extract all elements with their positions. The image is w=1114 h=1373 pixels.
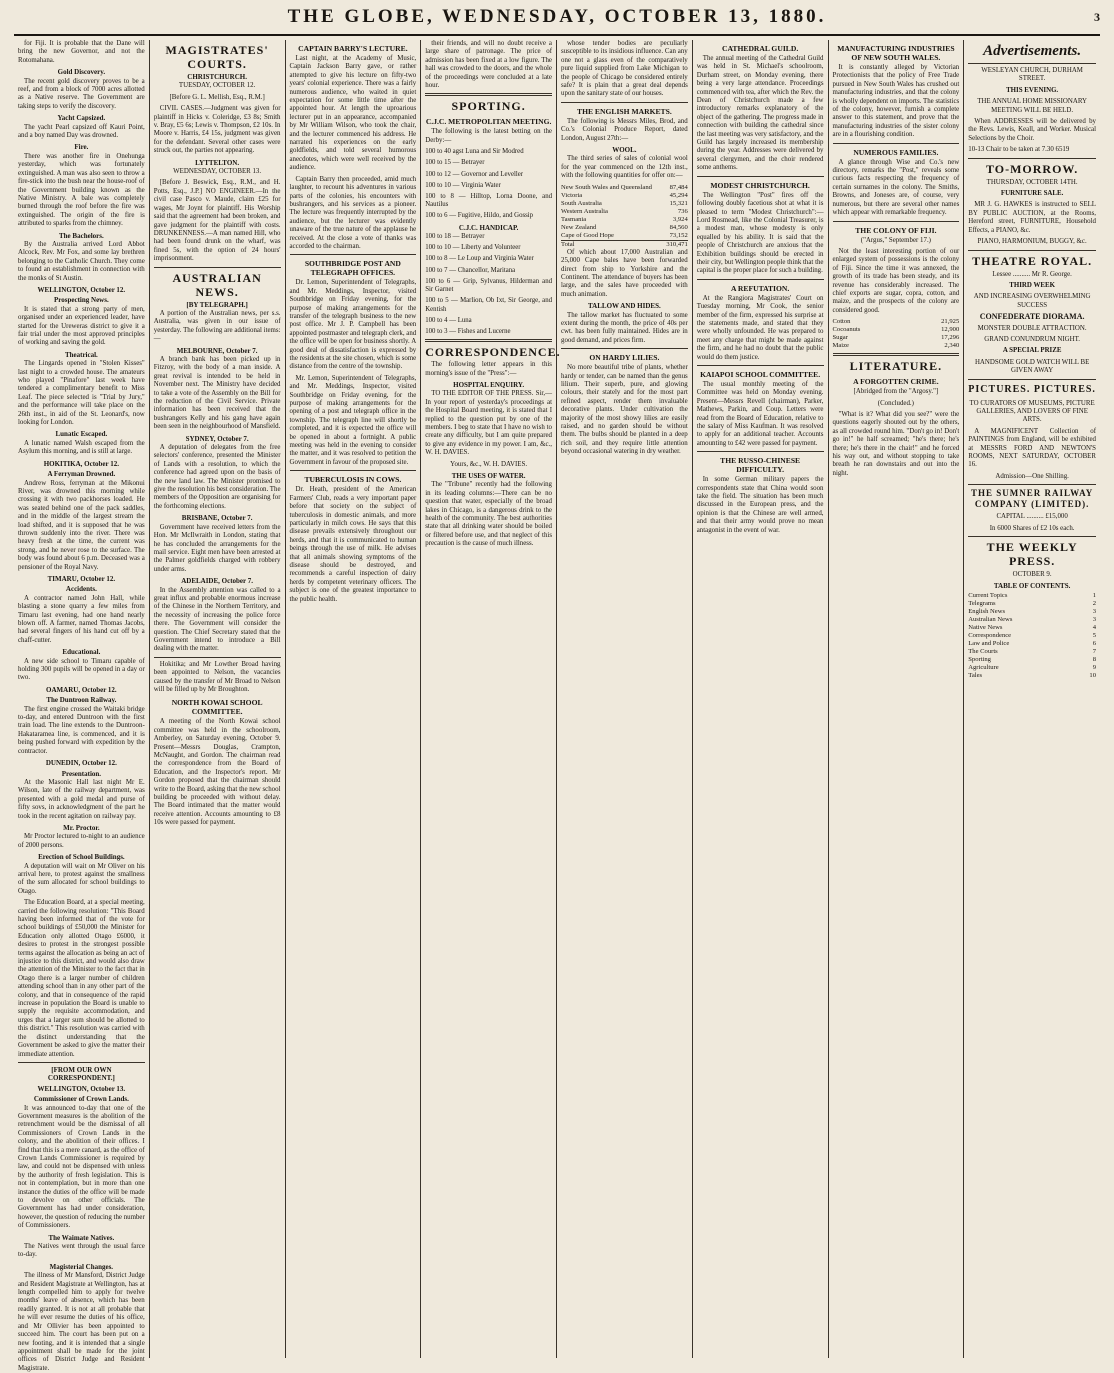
dateline: WELLINGTON, October 12. (37, 285, 126, 294)
paragraph: A portion of the Australian news, per s.s. Australia, was given in our issue of yesterday. The following are additional items:— (153, 309, 281, 343)
table-row: Sugar 17,296 (832, 334, 960, 342)
subheading: HOSPITAL ENQUIRY. (453, 380, 525, 389)
section-heading: THE RUSSO-CHINESE DIFFICULTY. (720, 456, 801, 475)
divider (290, 254, 417, 255)
dateline: WELLINGTON, October 13. (37, 1084, 126, 1093)
ad-line: CONFEDERATE DIORAMA. (979, 312, 1085, 322)
betting-line: 100 to 3 — Fishes and Lucerne (425, 327, 511, 335)
paragraph: The Natives went through the usual farce to-day. (18, 1243, 145, 1259)
paragraph: It is stated that a strong party of men, organised under an experienced leader, have started for the Ureweras district to give it a fair trial under the most approved principles of working and saving the gold. (18, 305, 145, 347)
subheading: Mr. Proctor. (63, 823, 100, 832)
ad-line: When ADDRESSES will be delivered by the Revs. Lewis, Keall, and Worker. Musical Selections by the Choir. (968, 118, 1096, 142)
paragraph: A deputation will wait on Mr Oliver on his arrival here, to protest against the smallness of the sum allocated for school buildings to Otago. (18, 862, 145, 895)
betting-line: 100 to 6 — Fugitive, Hildo, and Gossip (425, 212, 534, 220)
date-line: TUESDAY, OCTOBER 12. (178, 82, 256, 90)
divider (697, 279, 824, 280)
subheading: Presentation. (61, 769, 102, 778)
ad-line: WESLEYAN CHURCH, DURHAM STREET. (981, 67, 1083, 83)
dateline: HOKITIKA, October 12. (43, 459, 120, 468)
table-of-contents (968, 592, 1096, 680)
paragraph: Government have received letters from the Hon. Mr McIlwraith in London, stating that he has concluded the arrangements for the mail service. Eight men have been arrested at the Palmer goldfields charged with robbery under arms. (153, 523, 281, 573)
ad-line: Lessee .......... Mr R. George. (992, 270, 1072, 278)
table-row: South Australia 15,321 (561, 199, 688, 207)
subheading: The Waimate Natives. (48, 1233, 115, 1242)
ad-line: Admission—One Shilling. (995, 472, 1069, 480)
betting-line: 100 to 18 — Betrayer (425, 233, 485, 241)
column-3 (286, 40, 422, 1358)
dateline: BRISBANE, October 7. (181, 514, 253, 523)
paragraph: A glance through Wise and Co.'s new directory, remarks the "Post," reveals some curious facts respecting the frequency of certain surnames in the colony. The Smiths, Browns, and Joneses are, of course, very numerous, but there are several other names which appear with remarkable frequency. (832, 158, 960, 217)
ad-line: THIS EVENING. (1006, 86, 1059, 94)
paragraph: A deputation of delegates from the free selectors' conference, presented the Minister of Lands with a resolution, to which the conference had agreed upon on the basis of the new land law. The Minister promised to give the resolution his best consideration. The members of the Opposition are organising for the forthcoming elections. (153, 444, 281, 510)
ad-line: A SPECIAL PRIZE (1002, 347, 1062, 355)
ad-line: FURNITURE SALE. (1000, 190, 1064, 198)
paragraph: The first engine crossed the Waitaki bridge to-day, and entered Duntroon with the first train load. The line extends to the Duntroon-Hakataramea line, is commenced, and it is being pushed forward with expedition by the contractor. (18, 705, 145, 755)
subheading: The Bachelors. (59, 231, 104, 240)
ad-line: A MAGNIFICENT Collection of PAINTINGS from England, will be exhibited at MESSRS FORD AND NEWTON'S ROOMS, NEXT SATURDAY, OCTOBER 16. (968, 427, 1096, 469)
betting-line: 100 to 5 — Marlion, Ob Ixt, Sir George, and Kentish (425, 297, 552, 313)
table-row: Maize 2,340 (832, 342, 960, 350)
paragraph: The recent gold discovery proves to be a reef, and from a block of 7000 acres allotted as a Native reserve. The Government are taking steps to verify the discovery. (18, 77, 145, 110)
column-7 (829, 40, 965, 1358)
subheading: WOOL. (612, 146, 637, 155)
paragraph: [Before J. Beswick, Esq., R.M., and H. Potts, Esq., J.P.] NO ENGINEER.—In the civil case Pasco v. Maude, claim £25 for wages, Mr Joynt for plaintiff. His Worship said that the agreement had been broken, and gave judgment for the plaintiff with costs. DRUNKENNESS.—A man named Hill, who had been found drunk on the wharf, was fined 5s, with the option of 24 hours' imprisonment. (153, 179, 281, 263)
ad-line: TO CURATORS OF MUSEUMS, PICTURE GALLERIES, AND LOVERS OF FINE ARTS. (969, 399, 1095, 424)
section-heading: MODEST CHRISTCHURCH. (710, 180, 810, 190)
paragraph: The following is the latest betting on the Derby:— (425, 128, 552, 144)
paragraph: It was announced to-day that one of the Government measures is the abolition of the retrenchment would be the dismissal of all Commissioners of Crown Lands in the colony, and the abolition of their offices. I find that this is a mere canard, as the office of Crown Lands Commissioner is required by law, and could not be dispensed with unless by the authority of fresh legislation. This is not in contemplation, but in more than one instance the duties of the office will be made to devolve on other officials. The Government has had under consideration, however, the question of reducing the number of Commissioners. (18, 1104, 145, 1230)
column-8 (964, 40, 1100, 1358)
paragraph: A lunatic named Walsh escaped from the Asylum this morning, and is still at large. (18, 439, 145, 456)
betting-line: 100 to 7 — Chancellor, Maritana (425, 266, 516, 274)
section-heading: A REFUTATION. (730, 283, 790, 293)
list-item: Tales 10 (968, 671, 1096, 679)
paragraph: Captain Barry then proceeded, amid much laughter, to recount his adventures in various parts of the colonies, his encounters with bushrangers, and his services as a pioneer. The lecture was frequently interrupted by the audience, but the lecturer was evidently unaware of the true nature of the applause he received. At the close a vote of thanks was accorded to the chairman. (289, 175, 417, 250)
paragraph: A new side school to Timaru capable of holding 300 pupils will be opened in a day or two. (18, 657, 145, 682)
ad-line: THE ANNUAL HOME MISSIONARY MEETING WILL BE HELD. (977, 98, 1088, 114)
ad-line: CAPITAL .......... £15,000 (996, 513, 1068, 521)
betting-line: 100 to 8 — Le Loup and Virginia Water (425, 255, 534, 263)
paragraph: The third series of sales of colonial wool for the year commenced on the 12th inst., with the following quantities for offer on:— (561, 155, 688, 180)
paragraph: The Lingards opened in "Stolen Kisses" last night to a crowded house. The amateurs who played "Pinafore" last week have tendered a complimentary benefit to Miss Leaf. The piece selected is "Trial by Jury," and the performance will take place on the 26th inst., in aid of the St. Leonard's, now looking for London. (18, 360, 145, 427)
subheading: TALLOW AND HIDES. (588, 302, 661, 311)
dateline: ADELAIDE, October 7. (181, 577, 254, 586)
date-line: WEDNESDAY, OCTOBER 13. (173, 168, 262, 176)
paragraph: The following is Messrs Miles, Brod, and Co.'s Colonial Produce Report, dated London, August 27th:— (561, 117, 688, 142)
paragraph: Last night, at the Academy of Music, Captain Jackson Barry gave, or rather attempted to give his lecture on fifty-two years' colonial experience. There was a fairly numerous audience, who waited in quiet expectation for some little time after the appointed hour. At length the uproarious lecturer put in an appearance, accompanied by Mr William Wilson, who took the chair, and the lecturer commenced his address. He narrated his experiences on the early goldfields, and told several humorous anecdotes, which were well received by the audience. (289, 55, 417, 172)
betting-line: 100 to 15 — Betrayer (425, 159, 485, 167)
paragraph: Not the least interesting portion of our enlarged system of possessions is the colony of Fiji. Since the time it was annexed, the growth of its trade has been steady, and its revenue has considerably increased. The chief exports are sugar, copra, cotton, and maize, and the prospects of the colony are considered good. (832, 247, 960, 314)
list-item: Correspondence 5 (968, 631, 1096, 639)
subheading: CHRISTCHURCH. (187, 73, 247, 81)
column-5 (557, 40, 693, 1358)
column-4 (421, 40, 561, 1358)
subheading: Commissioner of Crown Lands. (33, 1095, 129, 1104)
paragraph: "What is it? What did you see?" were the questions eagerly shouted out by the others, as all crowded round him. "Don't go in! Don't go in!" he half screamed; "he's there; he's there; he's there in the chair!" and he forced his way out, and without stopping to take breath he ran downstairs and out into the night. (832, 410, 960, 477)
subheading: [BY TELEGRAPH.] (186, 300, 248, 309)
section-heading: NORTH KOWAI SCHOOL COMMITTEE. (171, 698, 263, 717)
table-row: Cocoanuts 12,900 (832, 326, 960, 334)
paragraph: The yacht Pearl capsized off Kauri Point, and a boy named Day was drowned. (18, 123, 145, 140)
list-item: English News 3 (968, 607, 1096, 615)
subheading: Prospecting News. (54, 296, 109, 305)
divider (154, 267, 281, 268)
divider (968, 536, 1096, 537)
section-heading: ON HARDY LILIES. (589, 353, 660, 363)
table-row: Victoria 45,294 (561, 191, 688, 199)
dateline: DUNEDIN, October 12. (45, 759, 117, 768)
divider (425, 93, 552, 96)
ad-heading: TO-MORROW. (985, 161, 1079, 176)
subheading: Theatrical. (64, 350, 98, 359)
list-item: The Courts 7 (968, 647, 1096, 655)
fiji-table (833, 318, 960, 350)
list-item: Native News 4 (968, 623, 1096, 631)
paragraph: The Wellington "Post" fires off the following doubly facetious shot at what it is pleased to term "Modest Christchurch":—Lord Rosmead, like the Colonial Treasurer, is a modest man, whose modesty is only equalled by his ability. It is said that the people of Christchurch are anxious that the Exhibition buildings should be erected in their city, but Wellington people think that the capital is the proper place for such a building. (696, 191, 824, 275)
betting-line: 100 to 10 — Liberty and Volunteer (425, 244, 521, 252)
divider (154, 657, 281, 658)
subheading: Erection of School Buildings. (38, 853, 125, 862)
column-2 (150, 40, 286, 1358)
column-6 (693, 40, 829, 1358)
betting-line: 100 to 10 — Virginia Water (425, 181, 501, 189)
divider (697, 451, 824, 452)
subheading: LYTTELTON. (195, 158, 240, 167)
list-item: Australian News 3 (968, 615, 1096, 623)
divider (697, 365, 824, 366)
paragraph: The annual meeting of the Cathedral Guild was held in St. Michael's schoolroom, Durham street, on Monday evening, there being a very large attendance. Proceedings commenced with tea, after which the Rev. the Dean of Christchurch made a few introductory remarks explanatory of the object of the gathering. The progress made in connection with building the cathedral since the last meeting was very satisfactory, and the Guild has largely increased its membership during the year. Addresses were delivered by several clergymen, and the choir rendered some anthems. (696, 55, 824, 172)
column-1 (14, 40, 150, 1372)
divider (833, 221, 960, 222)
subheading: Lunatic Escaped. (55, 430, 108, 439)
wool-table (561, 184, 688, 249)
ad-line: In 6000 Shares of £2 10s each. (989, 524, 1075, 532)
dateline: TIMARU, October 12. (47, 574, 116, 583)
list-item: Telegrams 2 (968, 599, 1096, 607)
section-heading: CORRESPONDENCE. (425, 345, 561, 360)
divider (968, 63, 1096, 64)
subheading: THE USES OF WATER. (451, 471, 526, 480)
ad-heading: THE WEEKLY PRESS. (986, 540, 1078, 569)
section-heading: SOUTHBRIDGE POST AND TELEGRAPH OFFICES. (304, 259, 401, 278)
paragraph: Mr Proctor lectured to-night to an audience of 2000 persons. (18, 833, 145, 849)
dateline: MELBOURNE, October 7. (176, 346, 258, 355)
page-number: 3 (1094, 10, 1100, 24)
ad-line: MONSTER DOUBLE ATTRACTION. (977, 324, 1087, 332)
section-heading: THE COLONY OF FIJI. (855, 225, 937, 235)
bench-line: [Before G. L. Mellish, Esq., R.M.] (169, 93, 265, 101)
divider (290, 470, 417, 471)
paragraph: Hokitika; and Mr Lowther Broad having been appointed to Nelson, the vacancies caused by the transfer of Mr Broad to Nelson will be filled up by Mr Broughton. (153, 660, 281, 693)
table-total-row: Total 310,471 (561, 240, 688, 248)
table-row: New South Wales and Queensland 87,484 (561, 183, 688, 191)
dateline: SYDNEY, October 7. (185, 434, 249, 443)
columns (14, 40, 1100, 1372)
betting-line: 100 to 6 — Grip, Sylvanus, Hilderman and Sir Garnet (425, 277, 552, 294)
subheading: Educational. (62, 648, 101, 657)
masthead (14, 4, 1100, 36)
subheading: C.J.C. HANDICAP. (458, 223, 519, 232)
divider (968, 484, 1096, 485)
signature: Yours, &c., W. H. DAVIES. (450, 460, 528, 468)
list-item: Sporting 8 (968, 655, 1096, 663)
subheading: Magisterial Changes. (49, 1262, 114, 1271)
paragraph: whose tender bodies are peculiarly susceptible to its insidious influence. Can any one not a glass even of the comparatively pure liquid supplied from Lake Michigan to the people of Chicago be considered entirely safe? It is plain that a great deal depends upon the sanitary state of our houses. (561, 40, 688, 98)
divider (697, 176, 824, 177)
paragraph: their friends, and will no doubt receive a large share of patronage. The price of admission has been fixed at a low figure. The hall was crowded to the doors, and the whole of the proceedings were concluded at a late hour. (425, 40, 552, 90)
paragraph: In the Assembly attention was called to a great influx and probable enormous increase of the Chinese in the Northern Territory, and the necessity of increasing the police force there. The Government will consider the question. The Chief Secretary stated that the Government intend to introduce a Bill dealing with the matter. (153, 586, 281, 653)
paragraph: There was another fire in Onehunga yesterday, which was fortunately extinguished. A man was also seen to throw a fire-stick into the bush near the house-roof of the Government building known as the Native Ministry. A bale was completely burned through the roof before the fire was extinguished. The origin of the fire is attributed to sparks from the chimney. (18, 152, 145, 228)
paragraph: for Fiji. It is probable that the Dane will bring the new Governor, and not the Rotomahana. (18, 40, 145, 64)
subheading: Fire. (74, 143, 89, 152)
ad-line: 10-13 Chair to be taken at 7.30 6519 (968, 146, 1070, 154)
section-heading: SPORTING. (451, 99, 526, 114)
paragraph: Dr. Lemon, Superintendent of Telegraphs, and Mr. Meddings, Inspector, visited Southbridge on Friday evening, for the purpose of making arrangements for the transfer of the telegraph business to the new post office. Mr J. P. Campbell has been appointed postmaster and telegraph clerk, and the office will be open for business shortly. A good deal of dissatisfaction is expressed by the residents at the site chosen, which is some distance from the centre of the township. (289, 279, 417, 371)
betting-line: 100 to 12 — Governor and Leveller (425, 170, 524, 178)
paragraph: Mr. Lemon, Superintendent of Telegraphs, and Mr. Meddings, Inspector, visited Southbridge on Friday evening, for the purpose of making arrangements for the opening of a post and telegraph office in the township. The telegraph line will shortly be completed, and it is expected the office will be opened in about a fortnight. A public meeting was held in the evening to consider the matter, and it was resolved to petition the Government in favour of the proposed site. (289, 374, 417, 466)
section-heading: CATHEDRAL GUILD. (722, 44, 799, 53)
section-heading: MAGISTRATES' COURTS. (165, 43, 269, 71)
divider (18, 1062, 145, 1063)
section-heading: LITERATURE. (849, 359, 943, 374)
table-row: New Zealand 84,560 (561, 223, 688, 231)
subheading: TABLE OF CONTENTS. (993, 582, 1071, 591)
source-line: (Concluded.) (877, 399, 914, 407)
paragraph: A meeting of the North Kowai school committee was held in the schoolroom, Amberley, on Saturday evening, October 9. Present—Messrs Douglas, Crampton, McNaught, and Gordon. The chairman read the correspondence from the Board of Education, and the Inspector's report. Mr Gordon proposed that the chairman should write to the Board, asking that the new school building be proceeded with without delay. The Board intimated that the matter would receive attention. Accounts amounting to £8 10s were passed for payment. (153, 718, 281, 827)
paragraph: The "Tribune" recently had the following in its leading columns:—There can be no question that water, especially of the broad lakes in Chicago, is a dangerous drink to the health of the community. The best authorities state that all drinking water should be boiled or filtered before use, and that neglect of this precaution is the cause of much illness. (425, 481, 552, 548)
ad-line: THURSDAY, OCTOBER 14TH. (986, 178, 1078, 186)
divider (561, 102, 688, 103)
divider (968, 250, 1096, 251)
source-line: ("Argus," September 17.) (860, 236, 931, 244)
betting-line: 100 to 40 agst Luna and Sir Modred (425, 148, 524, 156)
ad-heading: THE SUMNER RAILWAY COMPANY (LIMITED). (970, 488, 1094, 510)
ad-line: OCTOBER 9. (1012, 571, 1052, 579)
advertisements-heading: Advertisements. (983, 43, 1082, 59)
paragraph: The illness of Mr Mansford, District Judge and Resident Magistrate at Wellington, has at length compelled him to apply for twelve months' leave of absence, which has been readily granted. It is not at all probable that he will ever resume the duties of his office, and Mr Ollivier has been appointed to succeed him. The court has been put on a new footing, and it is intended that a single appointment shall be made for the joint offices of District Judge and Resident Magistrate. (18, 1272, 145, 1372)
subheading: Yacht Capsized. (57, 114, 106, 123)
ad-line: GRAND CONUNDRUM NIGHT. (984, 335, 1080, 343)
paragraph: The Education Board, at a special meeting, carried the following resolution: "This Board having been informed that of the vote for school buildings of £50,000 the Minister for Education only allotted Otago £6000, it desires to protest in the strongest possible terms against the allocation as being an act of injustice to this district, and would also draw the attention of the Minister to the fact that in Otago there is a larger number of children attending school than in any other part of the colony, and that in consequence of the rapid increase in population the Board is unable to supply the requisite accommodation, and urges that a larger sum should be allotted to this district." This resolution was carried with the distinct understanding that the Government be asked to give the matter their immediate attention. (18, 899, 145, 1058)
paragraph: Of which about 17,000 Australian and 25,000 Cape bales have been forwarded direct from ship to Yorkshire and the Continent. The attendance of buyers has been large, and the sales have proceeded with much animation. (561, 248, 688, 298)
ad-line: MR J. G. HAWKES is instructed to SELL BY PUBLIC AUCTION, at the Rooms, Hereford street, FURNITURE, Household Effects, a PIANO, &c. (968, 201, 1096, 234)
section-heading: TUBERCULOSIS IN COWS. (304, 475, 402, 485)
divider (968, 158, 1096, 159)
newspaper-title: THE GLOBE, WEDNESDAY, OCTOBER 13, 1880. (287, 6, 827, 27)
divider (425, 339, 552, 342)
table-row: Cape of Good Hope 73,152 (561, 231, 688, 239)
section-heading: NUMEROUS FAMILIES. (853, 147, 939, 157)
source-line: [Abridged from the "Argosy."] (853, 388, 939, 396)
paragraph: A branch bank has been picked up in Fitzroy, with the body of a man inside. A great revival is intended to be held in November next. The Ministry have decided to take a vote of the Assembly on the Bill for the reduction of the Civil Service. Private information has been received that the bushrangers Kelly and his gang have again been seen in the neighbourhood of Mansfield. (153, 355, 281, 431)
list-item: Law and Police 6 (968, 639, 1096, 647)
subheading: Gold Discovery. (57, 68, 106, 77)
betting-line: 100 to 8 — Hilltop, Lorna Doone, and Nautilus (425, 193, 552, 209)
section-heading: AUSTRALIAN NEWS. (172, 270, 262, 299)
list-item: Current Topics 1 (968, 591, 1096, 599)
paragraph: It is constantly alleged by Victorian Protectionists that the policy of Free Trade pursued in New South Wales has crushed out manufacturing industries, and that the colony is wholly dependent on imports. The statistics of the colony, however, furnish a complete answer to this statement, and prove that the manufacturing industries of the sister colony are in a flourishing condition. (832, 64, 960, 139)
paragraph: Andrew Ross, ferryman at the Mikonui River, was drowned this morning while crossing it with two packhorses loaded. He was seated behind one of the pack saddles, and in the middle of the largest stream the load shifted, and it is supposed that he was thrown suddenly into the river. There was heavy fresh at the time, the current was strong, and he never rose to the surface. The body was found about 6 p.m. Deceased was a pensioner of the Royal Navy. (18, 479, 145, 571)
divider (833, 143, 960, 144)
ad-line: AND INCREASING OVERWHELMING SUCCESS (973, 293, 1091, 309)
paragraph: The following letter appears in this morning's issue of the "Press":— (425, 361, 552, 377)
paragraph: CIVIL CASES.—Judgment was given for plaintiff in Hicks v. Coleridge, £3 8s; Smith v. Bray, £5 6s; Lewis v. Thompson, £2 10s. In Moore v. Harris, £4 15s, judgment was given for the defendant. Several other cases were struck out, the parties not appearing. (153, 105, 281, 155)
subheading: Accidents. (65, 585, 97, 594)
subheading: A FORGOTTEN CRIME. (853, 377, 939, 387)
paragraph: Dr. Heath, president of the American Farmers' Club, reads a very important paper before that society on the subject of tuberculosis in domestic animals, and more particularly in milch cows. He says that this disease prevails extensively throughout our herds, and that it is communicated to human beings through the use of milk. He advises that all animals showing symptoms of the disease should be destroyed, and recommends a careful inspection of dairy herds by competent veterinary officers. The subject is one of the greatest importance to the public health. (289, 486, 417, 603)
paragraph: A contractor named John Hall, while blasting a stone quarry a few miles from Timaru last evening, had one hand nearly blown off. A farmer, named Thomas Jacobs, had several fingers of his hand cut off by a chaff-cutter. (18, 594, 145, 644)
subheading: The Duntroon Railway. (46, 696, 117, 705)
paragraph: The tallow market has fluctuated to some extent during the month, the price of 40s per cwt. has been fully maintained. Hides are in good demand, and prices firm. (561, 311, 688, 344)
subheading: C.J.C. METROPOLITAN MEETING. (425, 117, 552, 127)
ad-line: THIRD WEEK (1009, 281, 1055, 289)
divider (968, 379, 1096, 380)
section-heading: THE ENGLISH MARKETS. (577, 106, 672, 116)
divider (833, 353, 960, 356)
table-row: Cotton 21,925 (832, 318, 960, 326)
paragraph: TO THE EDITOR OF THE PRESS. Sir,—In your report of yesterday's proceedings at the Hospital Board meeting, it is stated that I replied to the question put by one of the members. I beg to state that I have no wish to create any difficulty, but I am quite prepared to give any evidence in my power. I am, &c., W. H. DAVIES. (425, 390, 552, 457)
paragraph: At the Rangiora Magistrates' Court on Tuesday morning, Mr Cook, the senior member of the firm, expressed his surprise at the statements made, and stated that they were wholly unfounded. He was prepared to meet any charge that might be made against the firm, and he had no doubt that the public would do them justice. (696, 294, 824, 361)
section-heading: CAPTAIN BARRY'S LECTURE. (298, 44, 408, 53)
paragraph: By the Australia arrived Lord Abbot Alcock, Rev. Mr Fox, and some lay brethren belonging to the Catholic Church. They come to found an establishment in connection with the monks of St Austin. (18, 240, 145, 282)
table-row: Tasmania 3,924 (561, 215, 688, 223)
paragraph: At the Masonic Hall last night Mr E. Wilson, late of the railway department, was presented with a gold medal and purse of fifty sovs, in acknowledgment of the part he took in the recent agitation on railway pay. (18, 778, 145, 820)
table-row: Western Australia 736 (561, 207, 688, 215)
subheading: [FROM OUR OWN CORRESPONDENT.] (47, 1065, 115, 1083)
divider (561, 348, 688, 349)
ad-heading: PICTURES. PICTURES. (968, 383, 1096, 395)
paragraph: In some German military papers the correspondents state that China would soon take the field. The situation has been much discussed in the European press, and the opinion is that the Chinese are well armed, and that their army would prove no mean antagonist in the event of war. (696, 476, 824, 534)
ad-line: PIANO, HARMONIUM, BUGGY, &c. (977, 238, 1087, 246)
paragraph: No more beautiful tribe of plants, whether hardy or tender, can be named than the genus lilium. Their superb, pure, and glowing colours, their stately and for the most part refined aspect, render them invaluable decorative plants. Under cultivation the majority of the most showy lilies are easily raised, and no garden should be without them. The bulbs should be planted in a deep rich soil, and they require little attention beyond occasional watering in dry weather. (561, 364, 688, 456)
subheading: A Ferryman Drowned. (47, 470, 116, 479)
dateline: OAMARU, October 12. (46, 685, 117, 694)
section-heading: MANUFACTURING INDUSTRIES OF NEW SOUTH WALES. (837, 44, 955, 62)
paragraph: The usual monthly meeting of the Committee was held on Monday evening. Present—Messrs Revell (chairman), Parker, Mathews, Parkin, and Coup. Letters were read from the Board of Education, relative to the salary of Miss Kaufman. It was resolved to apply for an additional teacher. Accounts amounting to £42 were passed for payment. (696, 381, 824, 447)
section-heading: KAIAPOI SCHOOL COMMITTEE. (700, 370, 821, 379)
betting-line: 100 to 4 — Luna (425, 316, 472, 324)
ad-line: HANDSOME GOLD WATCH WILL BE GIVEN AWAY (974, 358, 1090, 375)
ad-heading: THEATRE ROYAL. (972, 253, 1093, 268)
list-item: Agriculture 9 (968, 663, 1096, 671)
